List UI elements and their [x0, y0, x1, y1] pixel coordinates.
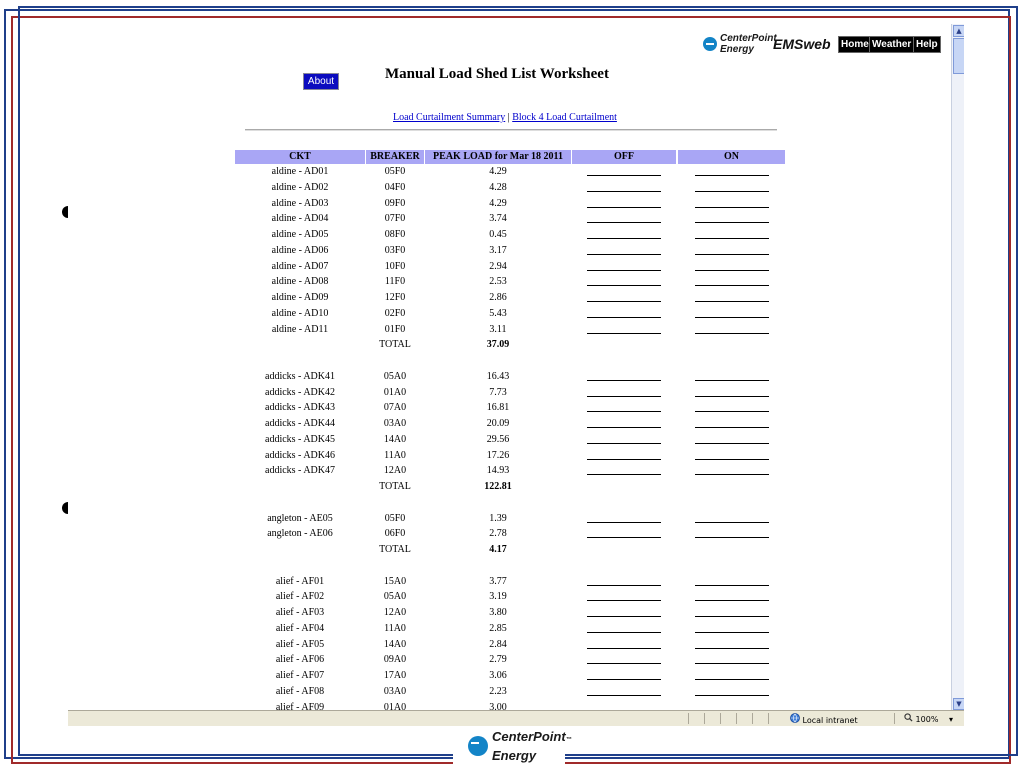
globe-icon — [790, 713, 800, 723]
ckt-cell: aldine - AD06 — [271, 244, 329, 256]
peak-load-cell: 4.29 — [489, 166, 507, 177]
spacer-row — [68, 496, 952, 512]
ckt-cell: alief - AF07 — [275, 670, 325, 681]
off-signoff-line[interactable] — [587, 622, 661, 633]
peak-load-cell: 2.78 — [489, 528, 507, 540]
table-row — [68, 165, 952, 181]
ckt-cell: alief - AF03 — [275, 607, 325, 618]
peak-load-cell: 3.74 — [489, 213, 507, 225]
table-row — [68, 606, 952, 622]
on-signoff-line[interactable] — [695, 464, 769, 475]
page-content — [68, 24, 952, 710]
weather-button[interactable]: Weather — [869, 36, 914, 53]
centerpoint-logo-icon — [703, 37, 717, 51]
breaker-cell: 01F0 — [384, 323, 406, 335]
ckt-cell: addicks - ADK42 — [265, 386, 335, 398]
off-signoff-line[interactable] — [587, 228, 661, 239]
on-signoff-line[interactable] — [695, 212, 769, 223]
breaker-cell: 03A0 — [383, 685, 407, 697]
on-signoff-line[interactable] — [695, 433, 769, 444]
table-row — [68, 244, 952, 260]
on-signoff-line[interactable] — [695, 417, 769, 428]
page-title: Manual Load Shed List Worksheet — [385, 66, 609, 82]
on-signoff-line[interactable] — [695, 165, 769, 176]
table-row — [68, 653, 952, 669]
table-row — [68, 275, 952, 291]
table-row — [68, 449, 952, 465]
peak-load-cell: 3.80 — [489, 607, 507, 618]
ckt-cell: alief - AF06 — [275, 654, 325, 666]
table-row — [68, 464, 952, 480]
peak-load-cell: 2.86 — [489, 292, 507, 303]
peak-load-cell: 3.77 — [489, 575, 507, 587]
breaker-cell: 09F0 — [384, 197, 406, 209]
peak-load-cell: 3.11 — [489, 323, 507, 335]
magnifier-icon — [904, 713, 913, 722]
zoom-dropdown-icon[interactable]: ▾ — [948, 715, 953, 724]
nav-links — [393, 112, 617, 123]
footer-logo-bottom-text: Energy — [492, 748, 537, 763]
off-signoff-line[interactable] — [587, 386, 661, 397]
off-signoff-line[interactable] — [587, 606, 661, 617]
ckt-cell: alief - AF02 — [275, 591, 325, 603]
on-signoff-line[interactable] — [695, 606, 769, 617]
off-signoff-line[interactable] — [587, 401, 661, 412]
on-signoff-line[interactable] — [695, 701, 769, 711]
breaker-cell: TOTAL — [379, 339, 411, 351]
on-signoff-line[interactable] — [695, 181, 769, 192]
vertical-scrollbar[interactable] — [951, 24, 964, 710]
ckt-cell: angleton - AE05 — [267, 512, 333, 524]
table-row — [68, 622, 952, 638]
scroll-thumb[interactable] — [953, 38, 964, 74]
ckt-cell: addicks - ADK45 — [265, 433, 335, 445]
ckt-cell: aldine - AD08 — [271, 276, 329, 288]
table-row — [68, 575, 952, 591]
ckt-cell: aldine - AD11 — [271, 323, 329, 335]
off-signoff-line[interactable] — [587, 685, 661, 696]
breaker-cell: 15A0 — [383, 575, 407, 587]
ckt-cell: addicks - ADK43 — [265, 402, 335, 414]
spacer-row — [68, 559, 952, 575]
divider — [245, 129, 777, 131]
ckt-cell: aldine - AD05 — [271, 229, 329, 240]
table-row — [68, 386, 952, 402]
off-signoff-line[interactable] — [587, 244, 661, 255]
off-signoff-line[interactable] — [587, 449, 661, 460]
security-zone-label: Local intranet — [802, 716, 858, 725]
on-signoff-line[interactable] — [695, 386, 769, 397]
ckt-cell: aldine - AD03 — [271, 197, 329, 209]
off-signoff-line[interactable] — [587, 590, 661, 601]
breaker-cell: 10F0 — [384, 260, 406, 272]
peak-load-cell: 122.81 — [484, 481, 512, 492]
off-signoff-line[interactable] — [587, 291, 661, 302]
breaker-cell: 03A0 — [383, 418, 407, 429]
status-bar — [68, 710, 964, 726]
ckt-cell: addicks - ADK44 — [265, 418, 335, 429]
zoom-level: 100% — [915, 715, 939, 724]
peak-load-cell: 2.23 — [489, 685, 507, 697]
table-row — [68, 417, 952, 433]
peak-load-cell: 2.84 — [489, 638, 507, 650]
table-row — [68, 212, 952, 228]
column-header-on: ON — [678, 150, 785, 164]
ckt-cell: alief - AF04 — [275, 622, 325, 634]
peak-load-cell: 37.09 — [486, 339, 510, 351]
peak-load-cell: 7.73 — [489, 386, 507, 398]
breaker-cell: 12A0 — [383, 465, 407, 477]
breaker-cell: 05F0 — [384, 166, 406, 177]
table-row — [68, 370, 952, 386]
table-row — [68, 638, 952, 654]
table-row — [68, 260, 952, 276]
on-signoff-line[interactable] — [695, 291, 769, 302]
ckt-cell: alief - AF05 — [275, 638, 325, 650]
off-signoff-line[interactable] — [587, 653, 661, 664]
ckt-cell: alief - AF01 — [275, 575, 325, 587]
peak-load-cell: 4.28 — [489, 181, 507, 193]
on-signoff-line[interactable] — [695, 527, 769, 538]
breaker-cell: 03F0 — [384, 244, 406, 256]
table-row — [68, 433, 952, 449]
column-header-off: OFF — [572, 150, 676, 164]
breaker-cell: 09A0 — [383, 654, 407, 666]
breaker-cell: 14A0 — [383, 433, 407, 445]
total-row — [68, 338, 952, 354]
footer-trademark: ™ — [565, 737, 572, 743]
table-row — [68, 323, 952, 339]
breaker-cell: 08F0 — [384, 229, 406, 240]
peak-load-cell: 2.94 — [489, 260, 507, 272]
table-row — [68, 669, 952, 685]
about-button[interactable]: About — [303, 73, 339, 90]
on-signoff-line[interactable] — [695, 590, 769, 601]
breaker-cell: 06F0 — [384, 528, 406, 540]
off-signoff-line[interactable] — [587, 165, 661, 176]
link-separator: | — [507, 112, 510, 123]
block-4-load-curtailment-link[interactable]: Block 4 Load Curtailment — [512, 112, 617, 123]
on-signoff-line[interactable] — [695, 370, 769, 381]
ckt-cell: aldine - AD09 — [271, 292, 329, 303]
on-signoff-line[interactable] — [695, 669, 769, 680]
scroll-up-icon[interactable]: ▲ — [953, 25, 964, 37]
peak-load-cell: 4.17 — [489, 544, 507, 555]
footer-logo-top-text: CenterPoint — [492, 729, 566, 744]
off-signoff-line[interactable] — [587, 575, 661, 586]
breaker-cell: 17A0 — [383, 670, 407, 681]
breaker-cell: 07F0 — [384, 213, 406, 225]
table-row — [68, 291, 952, 307]
peak-load-cell: 17.26 — [486, 449, 510, 461]
peak-load-cell: 3.17 — [489, 244, 507, 256]
logo-top-text: CenterPoint — [720, 33, 777, 44]
peak-load-cell: 16.43 — [486, 370, 510, 382]
off-signoff-line[interactable] — [587, 212, 661, 223]
breaker-cell: TOTAL — [379, 544, 411, 555]
ckt-cell: aldine - AD10 — [271, 307, 329, 319]
ckt-cell: addicks - ADK46 — [265, 449, 335, 461]
column-header-breaker: BREAKER — [366, 150, 424, 164]
table-row — [68, 701, 952, 711]
off-signoff-line[interactable] — [587, 323, 661, 334]
off-signoff-line[interactable] — [587, 197, 661, 208]
on-signoff-line[interactable] — [695, 260, 769, 271]
off-signoff-line[interactable] — [587, 370, 661, 381]
centerpoint-logo[interactable] — [703, 33, 777, 55]
table-row — [68, 527, 952, 543]
off-signoff-line[interactable] — [587, 433, 661, 444]
on-signoff-line[interactable] — [695, 244, 769, 255]
table-row — [68, 181, 952, 197]
breaker-cell: 11A0 — [384, 622, 406, 634]
on-signoff-line[interactable] — [695, 622, 769, 633]
ckt-cell: alief - AF09 — [275, 701, 325, 710]
off-signoff-line[interactable] — [587, 181, 661, 192]
breaker-cell: 12F0 — [384, 292, 406, 303]
peak-load-cell: 3.00 — [489, 701, 507, 710]
home-button[interactable]: Home — [838, 36, 872, 53]
peak-load-cell: 5.43 — [489, 307, 507, 319]
spacer-row — [68, 354, 952, 370]
table-row — [68, 512, 952, 528]
peak-load-cell: 14.93 — [486, 465, 510, 477]
breaker-cell: 11F0 — [384, 276, 406, 288]
off-signoff-line[interactable] — [587, 417, 661, 428]
table-row — [68, 197, 952, 213]
load-curtailment-summary-link[interactable]: Load Curtailment Summary — [393, 112, 506, 123]
ckt-cell: aldine - AD02 — [271, 181, 329, 193]
column-header-peak-load: PEAK LOAD for Mar 18 2011 — [425, 150, 571, 164]
on-signoff-line[interactable] — [695, 401, 769, 412]
peak-load-cell: 29.56 — [486, 433, 510, 445]
app-name: EMSweb — [773, 36, 831, 52]
breaker-cell: 05A0 — [383, 591, 407, 603]
total-row — [68, 480, 952, 496]
browser-window — [68, 24, 964, 726]
ckt-cell: addicks - ADK41 — [265, 370, 335, 382]
breaker-cell: 07A0 — [383, 402, 407, 414]
peak-load-cell: 2.85 — [489, 622, 507, 634]
ckt-cell: aldine - AD07 — [271, 260, 329, 272]
total-row — [68, 543, 952, 559]
ckt-cell: angleton - AE06 — [267, 528, 333, 540]
breaker-cell: 14A0 — [383, 638, 407, 650]
on-signoff-line[interactable] — [695, 685, 769, 696]
peak-load-cell: 4.29 — [489, 197, 507, 209]
peak-load-cell: 0.45 — [489, 229, 507, 240]
peak-load-cell: 2.53 — [489, 276, 507, 288]
peak-load-cell: 16.81 — [486, 402, 510, 414]
on-signoff-line[interactable] — [695, 323, 769, 334]
peak-load-cell: 2.79 — [489, 654, 507, 666]
breaker-cell: 11A0 — [384, 449, 406, 461]
off-signoff-line[interactable] — [587, 260, 661, 271]
table-row — [68, 228, 952, 244]
on-signoff-line[interactable] — [695, 197, 769, 208]
off-signoff-line[interactable] — [587, 464, 661, 475]
ckt-cell: aldine - AD01 — [271, 166, 329, 177]
table-row — [68, 590, 952, 606]
footer-logo-icon — [468, 736, 488, 756]
logo-bottom-text: Energy — [720, 44, 754, 55]
on-signoff-line[interactable] — [695, 638, 769, 649]
security-zone — [790, 713, 858, 725]
table-row — [68, 685, 952, 701]
footer-centerpoint-logo — [468, 729, 572, 763]
breaker-cell: 01A0 — [383, 386, 407, 398]
table-row — [68, 401, 952, 417]
on-signoff-line[interactable] — [695, 307, 769, 318]
breaker-cell: 05A0 — [383, 370, 407, 382]
on-signoff-line[interactable] — [695, 653, 769, 664]
off-signoff-line[interactable] — [587, 669, 661, 680]
scroll-down-icon[interactable]: ▼ — [953, 698, 964, 710]
ckt-cell: addicks - ADK47 — [265, 465, 335, 477]
off-signoff-line[interactable] — [587, 307, 661, 318]
zoom-control[interactable] — [904, 713, 953, 724]
breaker-cell: 05F0 — [384, 512, 406, 524]
peak-load-cell: 3.19 — [489, 591, 507, 603]
breaker-cell: 02F0 — [384, 307, 406, 319]
off-signoff-line[interactable] — [587, 527, 661, 538]
breaker-cell: 04F0 — [384, 181, 406, 193]
breaker-cell: 01A0 — [383, 701, 407, 710]
off-signoff-line[interactable] — [587, 638, 661, 649]
ckt-cell: aldine - AD04 — [271, 213, 329, 225]
off-signoff-line[interactable] — [587, 275, 661, 286]
table-row — [68, 307, 952, 323]
peak-load-cell: 20.09 — [486, 418, 510, 429]
off-signoff-line[interactable] — [587, 701, 661, 711]
breaker-cell: TOTAL — [379, 481, 411, 492]
peak-load-cell: 1.39 — [489, 512, 507, 524]
column-header-ckt: CKT — [235, 150, 365, 164]
ckt-cell: alief - AF08 — [275, 685, 325, 697]
on-signoff-line[interactable] — [695, 275, 769, 286]
peak-load-cell: 3.06 — [489, 670, 507, 681]
on-signoff-line[interactable] — [695, 449, 769, 460]
off-signoff-line[interactable] — [587, 512, 661, 523]
on-signoff-line[interactable] — [695, 512, 769, 523]
breaker-cell: 12A0 — [383, 607, 407, 618]
on-signoff-line[interactable] — [695, 575, 769, 586]
on-signoff-line[interactable] — [695, 228, 769, 239]
help-button[interactable]: Help — [913, 36, 941, 53]
